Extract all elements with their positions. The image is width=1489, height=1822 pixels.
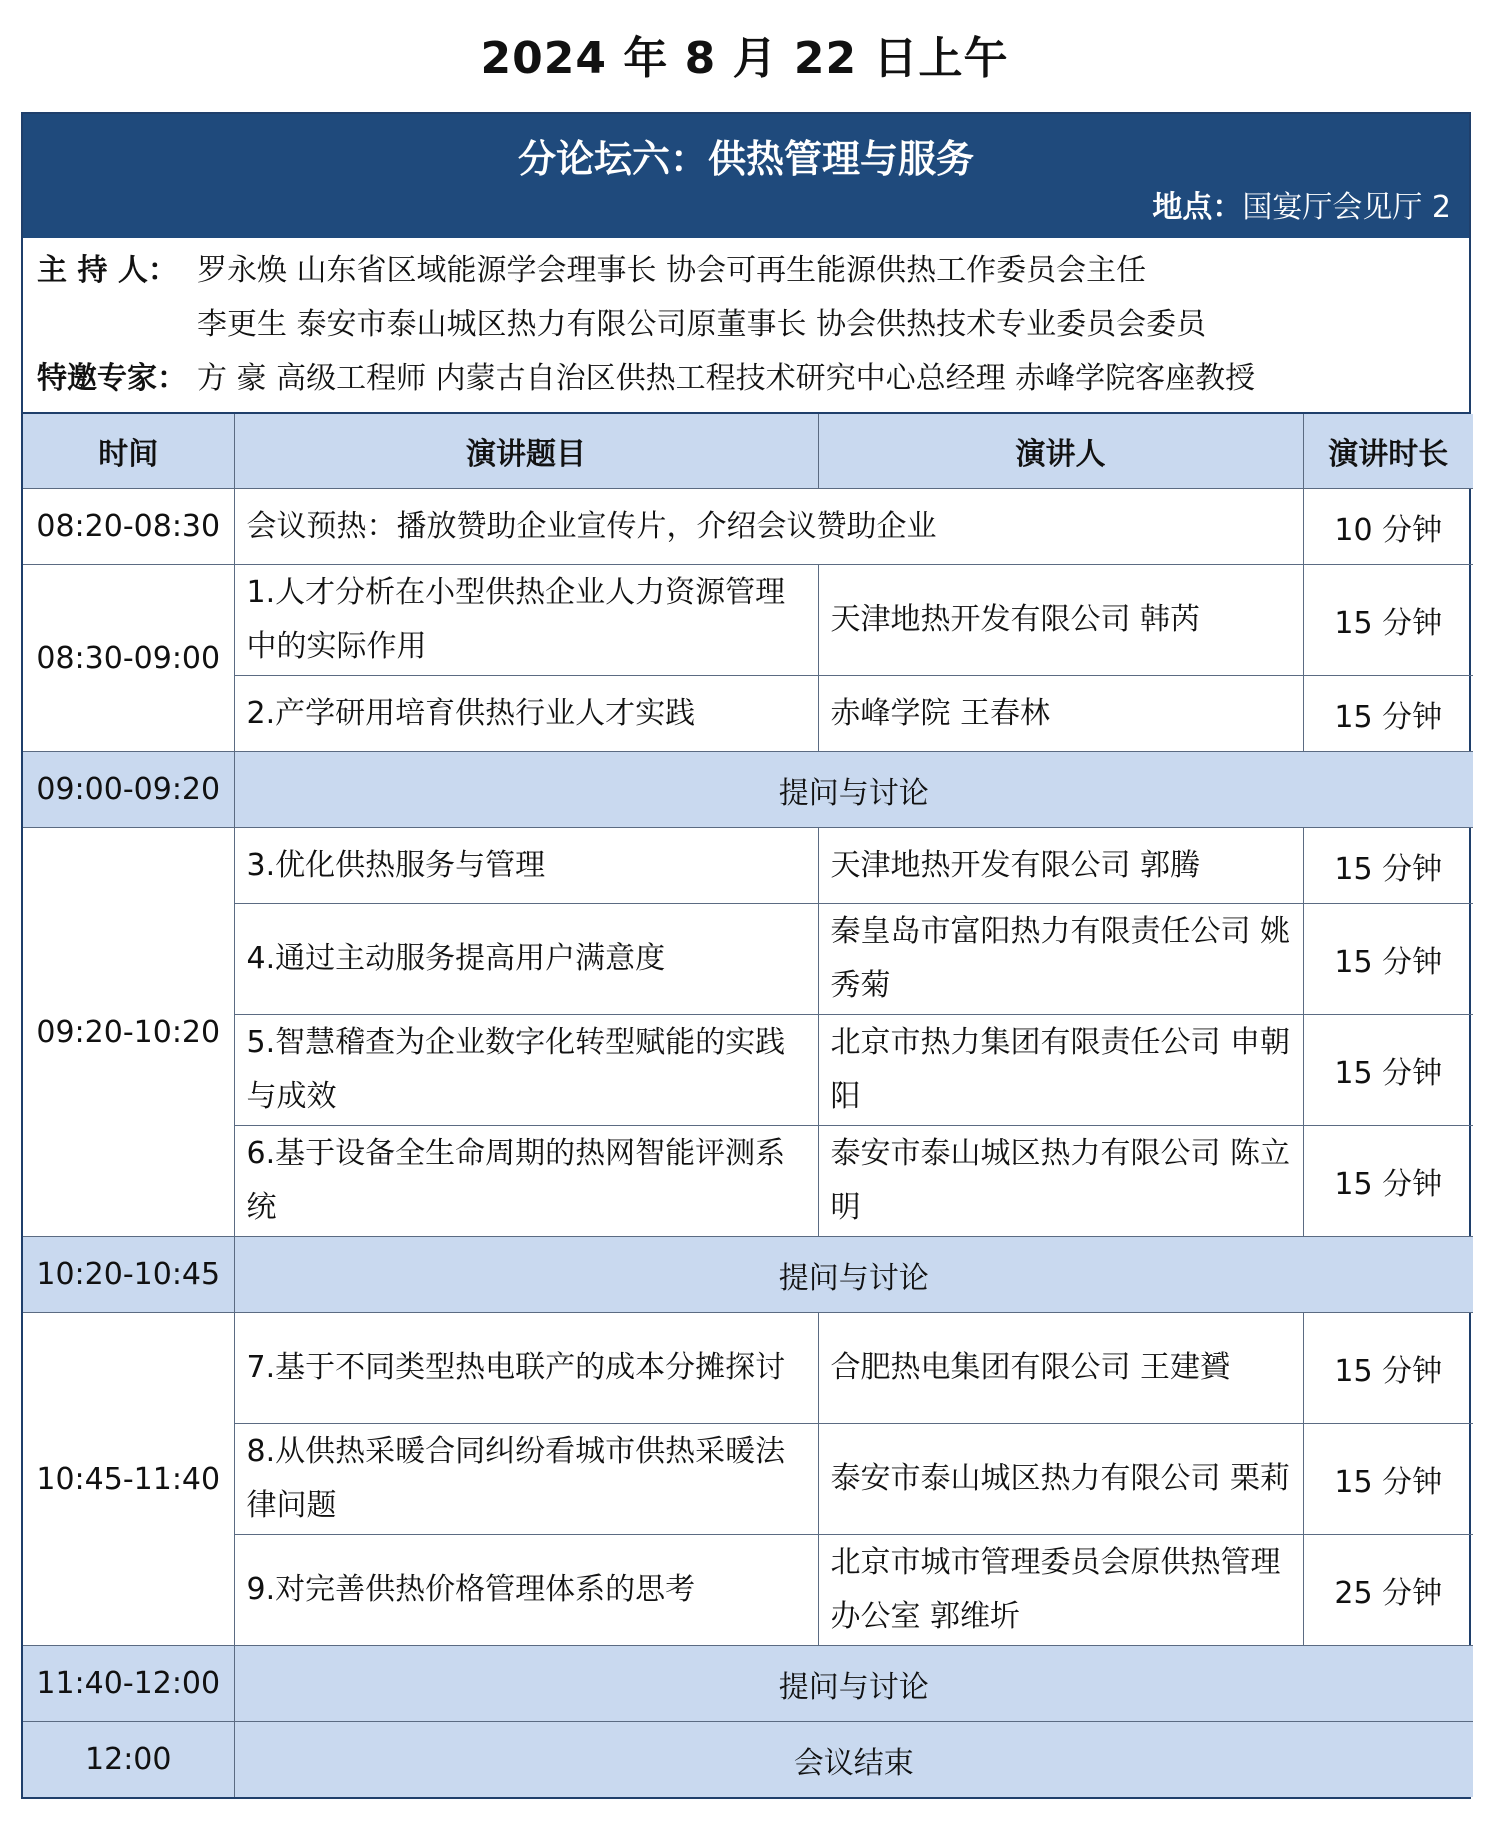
agenda-table	[23, 414, 1473, 1797]
venue-value: 国宴厅会见厅 2	[1242, 190, 1451, 225]
duration-cell: 15 分钟	[1303, 1313, 1473, 1424]
host-row-2	[37, 298, 1455, 352]
host-row-1	[37, 244, 1455, 298]
duration-cell: 15 分钟	[1303, 1015, 1473, 1126]
table-row	[23, 1126, 1473, 1237]
table-row	[23, 828, 1473, 904]
topic-cell: 3.优化供热服务与管理	[234, 828, 818, 904]
table-header-row	[23, 414, 1473, 489]
venue	[1152, 182, 1451, 226]
table-row	[23, 489, 1473, 565]
forum-name: 分论坛六：供热管理与服务	[517, 137, 974, 181]
time-cell: 09:00-09:20	[23, 752, 234, 828]
topic-cell: 2.产学研用培育供热行业人才实践	[234, 676, 818, 752]
speaker-cell: 天津地热开发有限公司 韩芮	[818, 565, 1303, 676]
time-cell: 11:40-12:00	[23, 1646, 234, 1722]
duration-cell: 15 分钟	[1303, 565, 1473, 676]
table-row	[23, 1535, 1473, 1646]
speaker-cell: 北京市城市管理委员会原供热管理办公室 郭维圻	[818, 1535, 1303, 1646]
time-cell: 09:20-10:20	[23, 828, 234, 1237]
time-cell: 10:45-11:40	[23, 1313, 234, 1646]
page-title: 2024 年 8 月 22 日上午	[480, 33, 1009, 84]
time-cell: 08:30-09:00	[23, 565, 234, 752]
expert-row	[37, 352, 1455, 406]
host-label: 主 持 人：	[37, 253, 178, 288]
table-row	[23, 904, 1473, 1015]
topic-cell: 5.智慧稽查为企业数字化转型赋能的实践与成效	[234, 1015, 818, 1126]
expert-1: 方 豪 高级工程师 内蒙古自治区供热工程技术研究中心总经理 赤峰学院客座教授	[197, 361, 1256, 396]
topic-cell: 4.通过主动服务提高用户满意度	[234, 904, 818, 1015]
table-row	[23, 565, 1473, 676]
speaker-cell: 天津地热开发有限公司 郭腾	[818, 828, 1303, 904]
discussion-label: 提问与讨论	[234, 752, 1473, 828]
forum-panel	[21, 112, 1471, 1799]
venue-label: 地点：	[1152, 190, 1243, 225]
speaker-cell: 泰安市泰山城区热力有限公司 陈立明	[818, 1126, 1303, 1237]
speaker-cell: 赤峰学院 王春林	[818, 676, 1303, 752]
duration-cell: 10 分钟	[1303, 489, 1473, 565]
col-header-speaker: 演讲人	[818, 414, 1303, 489]
forum-header	[23, 114, 1469, 238]
col-header-duration: 演讲时长	[1303, 414, 1473, 489]
table-row	[23, 1424, 1473, 1535]
duration-cell: 15 分钟	[1303, 1424, 1473, 1535]
expert-label: 特邀专家：	[37, 361, 187, 396]
topic-cell: 6.基于设备全生命周期的热网智能评测系统	[234, 1126, 818, 1237]
duration-cell: 15 分钟	[1303, 904, 1473, 1015]
speaker-cell: 泰安市泰山城区热力有限公司 栗莉	[818, 1424, 1303, 1535]
table-row	[23, 1015, 1473, 1126]
closing-row	[23, 1722, 1473, 1798]
host-label-spacer	[37, 298, 197, 352]
topic-cell: 9.对完善供热价格管理体系的思考	[234, 1535, 818, 1646]
col-header-time: 时间	[23, 414, 234, 489]
speaker-cell: 秦皇岛市富阳热力有限责任公司 姚秀菊	[818, 904, 1303, 1015]
discussion-row	[23, 1646, 1473, 1722]
host-1: 罗永焕 山东省区域能源学会理事长 协会可再生能源供热工作委员会主任	[197, 253, 1147, 288]
host-2: 李更生 泰安市泰山城区热力有限公司原董事长 协会供热技术专业委员会委员	[197, 307, 1207, 342]
speaker-cell: 北京市热力集团有限责任公司 申朝阳	[818, 1015, 1303, 1126]
duration-cell: 15 分钟	[1303, 676, 1473, 752]
hosts-section	[23, 238, 1469, 414]
discussion-label: 提问与讨论	[234, 1646, 1473, 1722]
closing-label: 会议结束	[234, 1722, 1473, 1798]
topic-cell: 8.从供热采暖合同纠纷看城市供热采暖法律问题	[234, 1424, 818, 1535]
time-cell: 12:00	[23, 1722, 234, 1798]
topic-cell: 会议预热：播放赞助企业宣传片，介绍会议赞助企业	[234, 489, 1303, 565]
topic-cell: 7.基于不同类型热电联产的成本分摊探讨	[234, 1313, 818, 1424]
discussion-row	[23, 1237, 1473, 1313]
topic-cell: 1.人才分析在小型供热企业人力资源管理中的实际作用	[234, 565, 818, 676]
duration-cell: 25 分钟	[1303, 1535, 1473, 1646]
time-cell: 10:20-10:45	[23, 1237, 234, 1313]
col-header-topic: 演讲题目	[234, 414, 818, 489]
duration-cell: 15 分钟	[1303, 1126, 1473, 1237]
discussion-row	[23, 752, 1473, 828]
duration-cell: 15 分钟	[1303, 828, 1473, 904]
discussion-label: 提问与讨论	[234, 1237, 1473, 1313]
table-row	[23, 676, 1473, 752]
time-cell: 08:20-08:30	[23, 489, 234, 565]
table-row	[23, 1313, 1473, 1424]
speaker-cell: 合肥热电集团有限公司 王建贇	[818, 1313, 1303, 1424]
